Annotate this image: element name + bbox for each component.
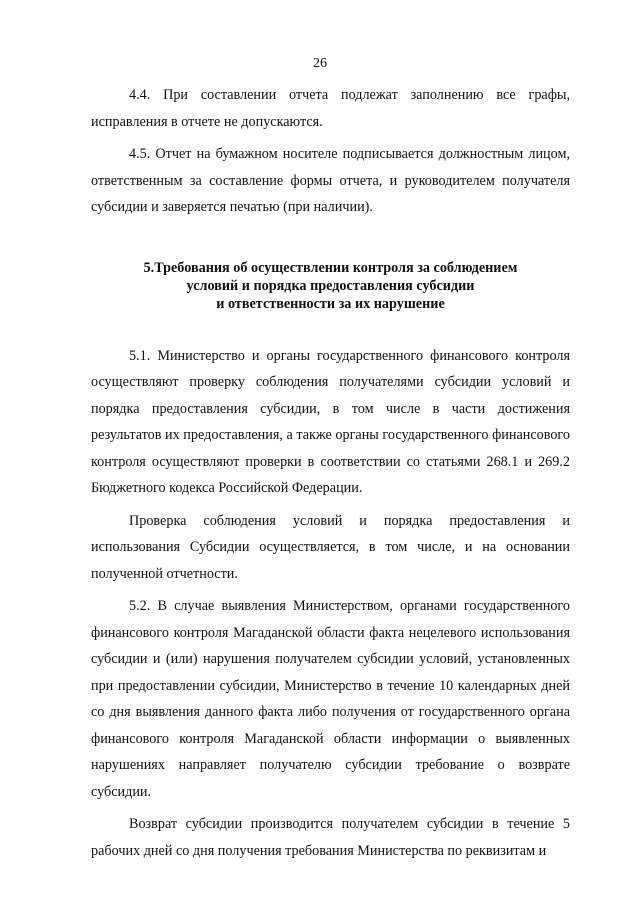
- section-heading: [91, 259, 570, 313]
- document-body: [91, 82, 570, 864]
- paragraph-5-1: 5.1. Министерство и органы государственного финансового контроля осуществляют проверку соблюдения получателями субсидии условий и порядка предоставления субсидии, в том числе в части достижения результатов их предоставления, а также органы государственного финансового контроля осуществляют проверки в соответствии со статьями 268.1 и 269.2 Бюджетного кодекса Российской Федерации.: [91, 347, 570, 496]
- paragraph-verification: Проверка соблюдения условий и порядка предоставления и использования Субсидии осуществляется, в том числе, и на основании полученной отчетности.: [91, 512, 570, 582]
- paragraph-4-4: 4.4. При составлении отчета подлежат заполнению все графы, исправления в отчете не допускаются.: [91, 87, 570, 130]
- paragraph-refund: Возврат субсидии производится получателем субсидии в течение 5 рабочих дней со дня получения требования Министерства по реквизитам и: [91, 816, 570, 859]
- section-heading-line: и ответственности за их нарушение: [216, 295, 445, 312]
- paragraph-4-5: 4.5. Отчет на бумажном носителе подписывается должностным лицом, ответственным за составление формы отчета, и руководителем получателя субсидии и заверяется печатью (при наличии).: [91, 146, 570, 215]
- page-number: 26: [313, 56, 327, 71]
- section-heading-line: 5.Требования об осуществлении контроля за соблюдением: [143, 259, 518, 276]
- section-heading-line: условий и порядка предоставления субсидии: [186, 277, 475, 294]
- paragraph-5-2: 5.2. В случае выявления Министерством, органами государственного финансового контроля Магаданской области факта нецелевого использования субсидии и (или) нарушения получателем субсидии условий, установленных при предоставлении субсидии, Министерство в течение 10 календарных дней со дня выявления данного факта либо получения от государственного органа финансового контроля Магаданской области информации о выявленных нарушениях направляет получателю субсидии требование о возврате субсидии.: [91, 598, 570, 800]
